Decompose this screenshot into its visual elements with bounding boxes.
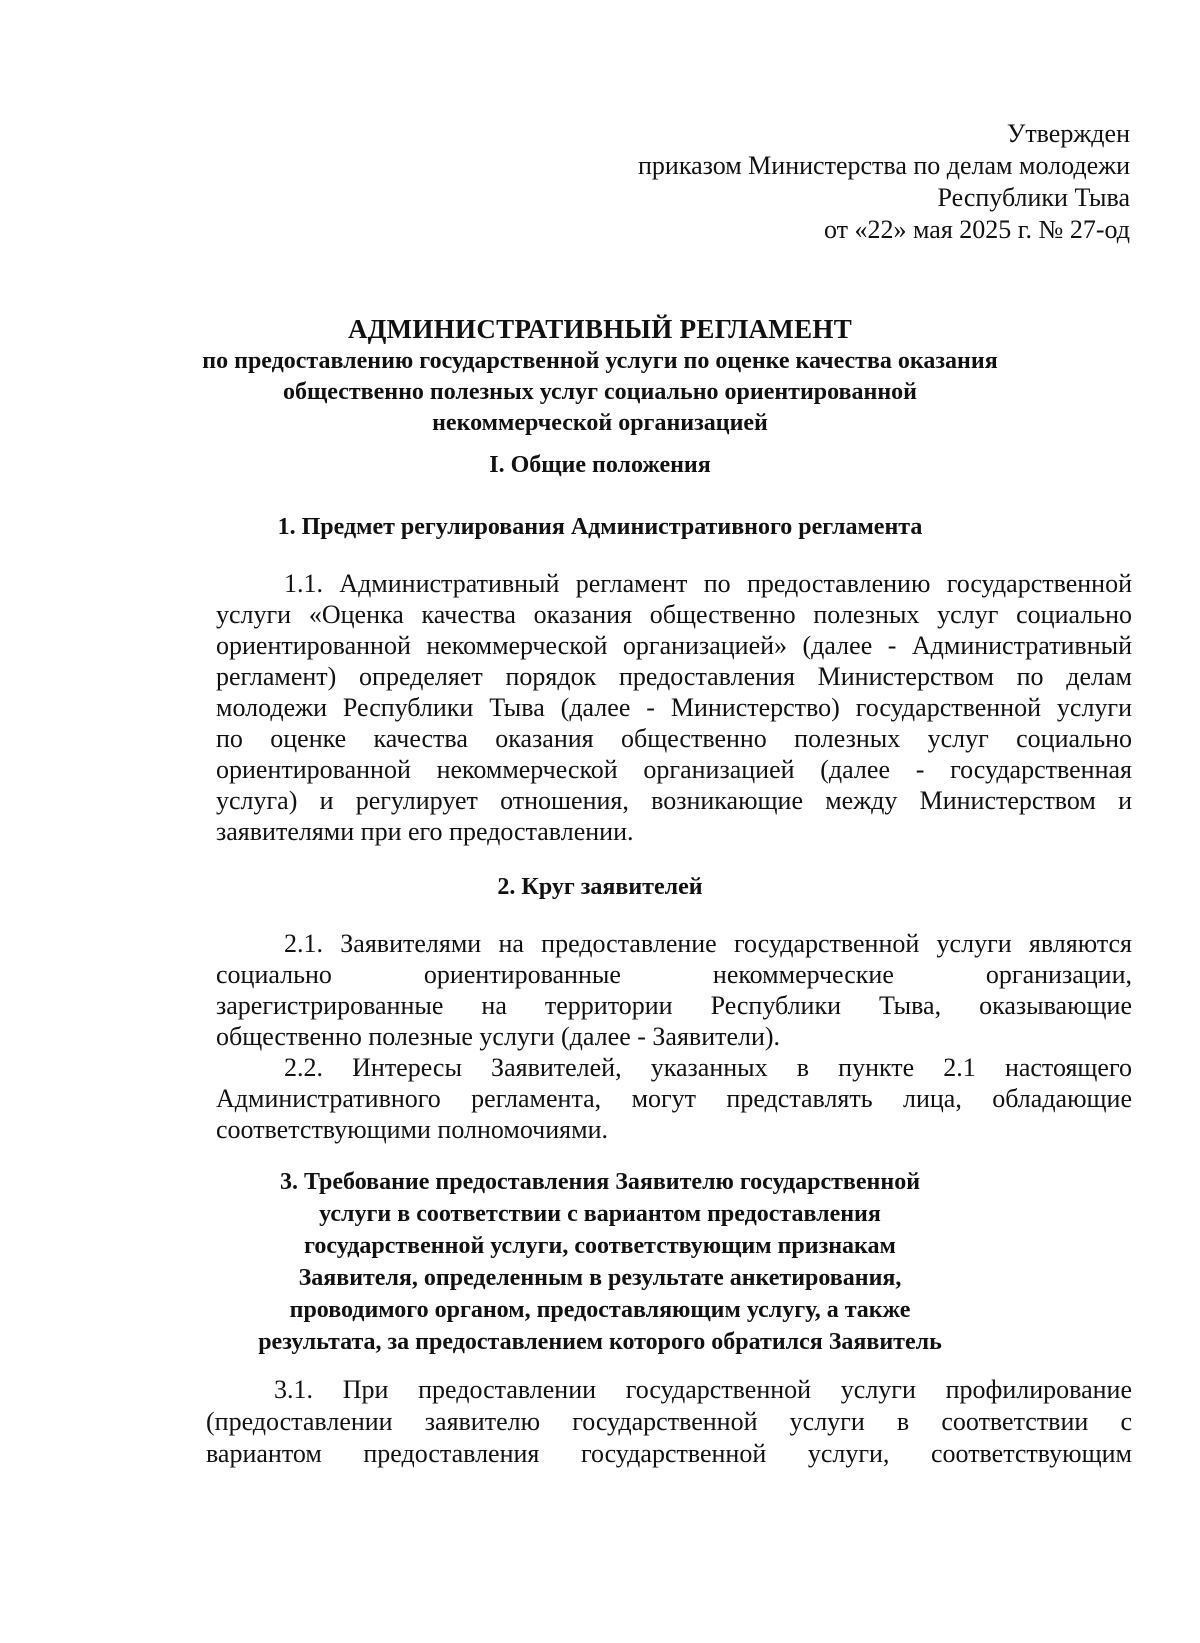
text-line: молодежи Республики Тыва (далее - Министерство) государственной услуги [216, 693, 1132, 722]
text-line: 1.1. Административный регламент по предоставлению государственной [284, 569, 1132, 598]
text-line: услуга) и регулирует отношения, возникающие между Министерством и [216, 786, 1132, 815]
subsection-heading-2: 2. Круг заявителей [497, 874, 703, 900]
heading-line: проводимого органом, предоставляющим услугу, а также [289, 1297, 911, 1323]
approval-line: приказом Министерства по делам молодежи [638, 151, 1130, 180]
text-line: 2.1. Заявителями на предоставление государственной услуги являются [284, 929, 1132, 958]
text-line: общественно полезные услуги (далее - Заявители). [216, 1022, 781, 1051]
text-line: Административного регламента, могут представлять лица, обладающие [216, 1084, 1132, 1113]
text-line: ориентированной некоммерческой организацией (далее - государственная [216, 755, 1132, 784]
text-line: заявителями при его предоставлении. [216, 817, 634, 846]
text-line: по оценке качества оказания общественно полезных услуг социально [216, 724, 1132, 753]
document-title [150, 312, 1050, 439]
paragraph-1-1 [216, 568, 1132, 847]
text-line: вариантом предоставления государственной услуги, соответствующим [206, 1439, 1132, 1468]
heading-line: государственной услуги, соответствующим признакам [304, 1233, 896, 1259]
text-line: (предоставлении заявителю государственной услуги в соответствии с [206, 1407, 1132, 1436]
approval-line: Утвержден [1006, 119, 1130, 148]
title-main: АДМИНИСТРАТИВНЫЙ РЕГЛАМЕНТ [347, 314, 853, 344]
text-line: соответствующими полномочиями. [216, 1115, 608, 1144]
title-subtitle-line: некоммерческой организацией [432, 410, 768, 436]
title-subtitle [150, 346, 1050, 439]
title-subtitle-line: по предоставлению государственной услуги по оценке качества оказания [202, 348, 998, 374]
text-line: 3.1. При предоставлении государственной услуги профилирование [274, 1375, 1132, 1404]
subsection-heading-1: 1. Предмет регулирования Административного регламента [277, 514, 923, 540]
heading-line: услуги в соответствии с вариантом предоставления [319, 1201, 881, 1227]
paragraph-2-2 [216, 1052, 1132, 1145]
approval-line: от «22» мая 2025 г. № 27-од [824, 215, 1130, 244]
subsection-heading-3 [150, 1166, 1050, 1358]
heading-line: Заявителя, определенным в результате анкетирования, [298, 1265, 902, 1291]
approval-line: Республики Тыва [937, 183, 1130, 212]
section-heading-general: I. Общие положения [489, 452, 711, 478]
heading-line: результата, за предоставлением которого обратился Заявитель [258, 1329, 942, 1355]
title-subtitle-line: общественно полезных услуг социально ориентированной [282, 379, 917, 405]
text-line: ориентированной некоммерческой организацией» (далее - Административный [216, 631, 1132, 660]
paragraph-2-1 [216, 928, 1132, 1052]
approval-stamp [510, 118, 1130, 246]
text-line: социально ориентированные некоммерческие организации, [216, 960, 1132, 989]
text-line: регламент) определяет порядок предоставления Министерством по делам [216, 662, 1132, 691]
paragraph-3-1 [206, 1374, 1132, 1470]
text-line: 2.2. Интересы Заявителей, указанных в пункте 2.1 настоящего [284, 1053, 1132, 1082]
text-line: зарегистрированные на территории Республики Тыва, оказывающие [216, 991, 1132, 1020]
heading-line: 3. Требование предоставления Заявителю государственной [279, 1169, 921, 1195]
text-line: услуги «Оценка качества оказания общественно полезных услуг социально [216, 600, 1132, 629]
